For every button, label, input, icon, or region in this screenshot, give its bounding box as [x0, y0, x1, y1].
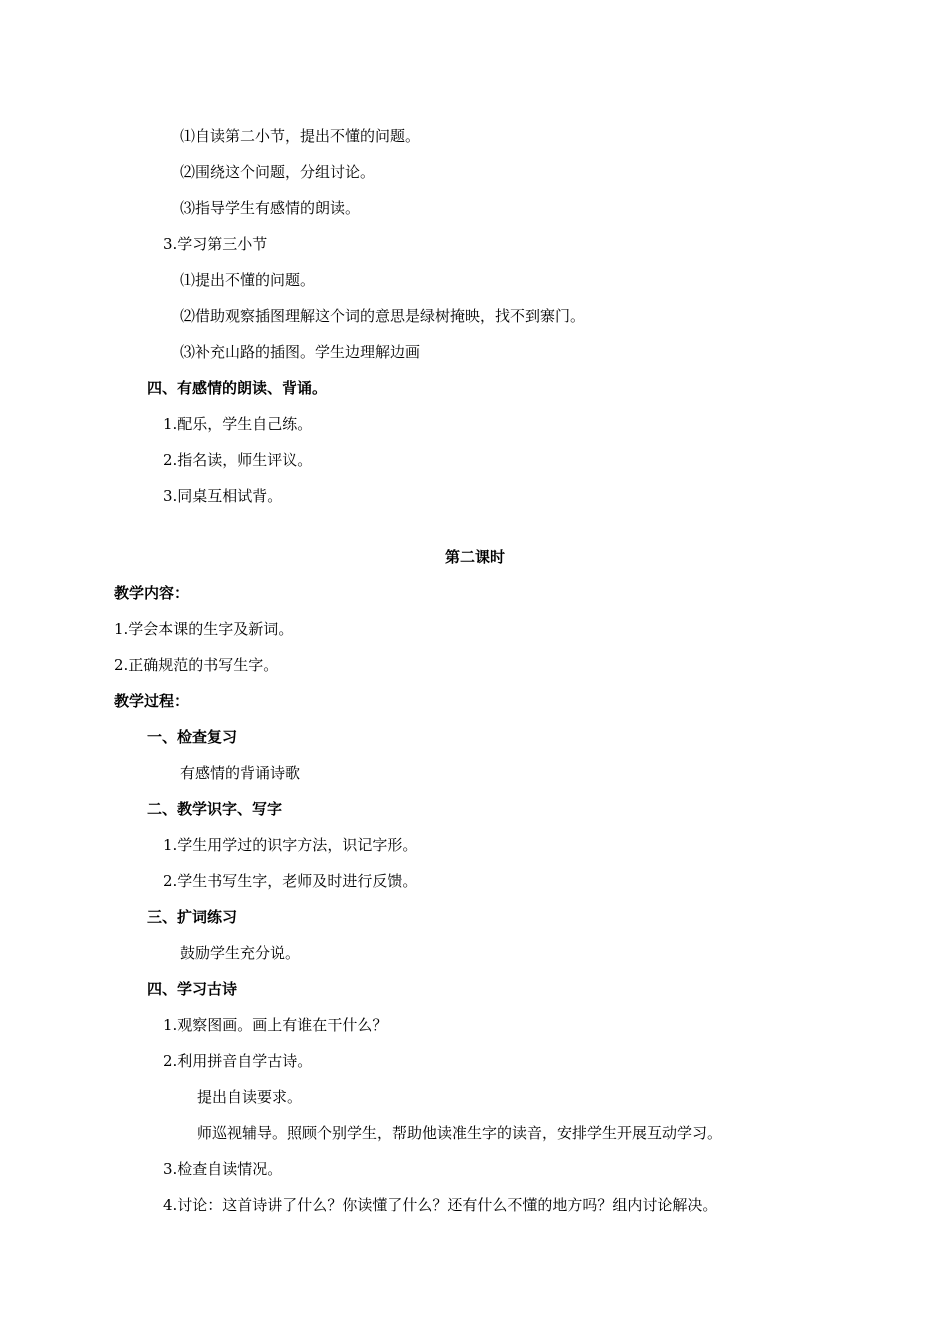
- text-line: ⑵围绕这个问题，分组讨论。: [180, 163, 376, 181]
- text-line: 提出自读要求。: [197, 1088, 303, 1106]
- text-line: 师巡视辅导。照顾个别学生，帮助他读准生字的读音，安排学生开展互动学习。: [197, 1124, 723, 1142]
- text-line: ⑶补充山路的插图。学生边理解边画: [180, 343, 421, 361]
- text-line: 1.学生用学过的识字方法，识记字形。: [163, 836, 418, 854]
- section-heading: 教学过程：: [114, 692, 190, 710]
- section-heading: 教学内容：: [114, 584, 190, 602]
- text-line: ⑵借助观察插图理解这个词的意思是绿树掩映，找不到寨门。: [180, 307, 586, 325]
- text-line: 2.正确规范的书写生字。: [114, 656, 279, 674]
- text-line: 2.利用拼音自学古诗。: [163, 1052, 313, 1070]
- text-line: 1.配乐，学生自己练。: [163, 415, 313, 433]
- text-line: ⑴提出不懂的问题。: [180, 271, 316, 289]
- text-line: 3.同桌互相试背。: [163, 487, 283, 505]
- section-heading: 二、教学识字、写字: [147, 800, 283, 818]
- section-heading: 三、扩词练习: [147, 908, 238, 926]
- section-heading: 四、学习古诗: [147, 980, 238, 998]
- text-line: ⑴自读第二小节，提出不懂的问题。: [180, 127, 421, 145]
- text-line: 2.学生书写生字，老师及时进行反馈。: [163, 872, 418, 890]
- text-line: 2.指名读，师生评议。: [163, 451, 313, 469]
- text-line: 鼓励学生充分说。: [180, 944, 301, 962]
- section-heading: 一、检查复习: [147, 728, 238, 746]
- section-heading: 四、有感情的朗读、背诵。: [147, 379, 328, 397]
- text-line: 3.学习第三小节: [163, 235, 268, 253]
- lesson-title: 第二课时: [444, 548, 505, 566]
- text-line: ⑶指导学生有感情的朗读。: [180, 199, 361, 217]
- text-line: 3.检查自读情况。: [163, 1160, 283, 1178]
- text-line: 1.观察图画。画上有谁在干什么？: [163, 1016, 388, 1034]
- text-line: 有感情的背诵诗歌: [180, 764, 301, 782]
- text-line: 1.学会本课的生字及新词。: [114, 620, 294, 638]
- text-line: 4.讨论：这首诗讲了什么？你读懂了什么？还有什么不懂的地方吗？组内讨论解决。: [163, 1196, 718, 1214]
